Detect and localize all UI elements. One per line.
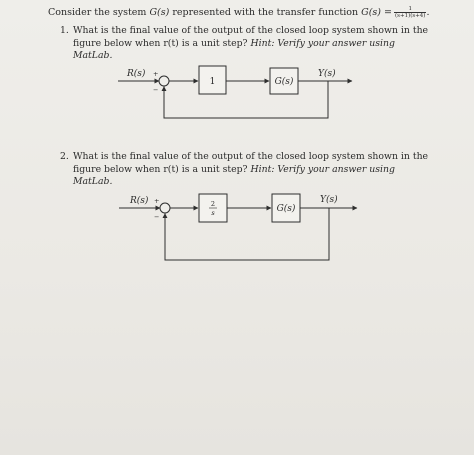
tf-denominator: (s+1)(s+4) <box>395 13 426 19</box>
question-1-hint: Hint: Verify your answer using MatLab. <box>73 37 395 61</box>
diagram-2-feedback-path <box>165 208 329 260</box>
question-2-hint: Hint: Verify your answer using MatLab. <box>73 163 395 187</box>
diagram-2-controller-numerator: 2 <box>210 200 216 208</box>
diagram-1-minus-sign: − <box>153 86 159 94</box>
block-diagram-2 <box>119 194 357 260</box>
block-diagram-1 <box>118 66 352 118</box>
diagram-2-controller-denominator: s <box>211 209 215 217</box>
diagram-2-plus-sign: + <box>154 197 160 205</box>
diagram-2-minus-sign: − <box>154 213 160 221</box>
tf-numerator: 1 <box>394 6 426 13</box>
diagram-1-input-label: R(s) <box>127 69 146 79</box>
diagram-1-output-label: Y(s) <box>318 69 336 79</box>
diagram-2-plant-label: G(s) <box>276 204 296 214</box>
intro-middle: represented with the transfer function <box>169 7 362 18</box>
diagram-2-input-label: R(s) <box>130 196 149 206</box>
diagram-1-controller-label: 1 <box>209 77 216 87</box>
intro-tf-lhs: G(s) = <box>361 7 392 18</box>
question-2-text: What is the final value of the output of the closed loop system shown in the figure below when r(t) is a unit step? <box>73 151 429 175</box>
question-1-text: What is the final value of the output of the closed loop system shown in the figure below when r(t) is a unit step? <box>73 25 429 49</box>
intro-suffix: . <box>426 7 430 18</box>
diagram-2-output-label: Y(s) <box>320 195 338 205</box>
diagram-1-summing-junction <box>159 76 169 86</box>
question-1-number: 1. <box>60 25 69 36</box>
diagram-1-plus-sign: + <box>153 70 159 78</box>
question-2-number: 2. <box>60 151 69 162</box>
intro-system-symbol: G(s) <box>149 7 170 18</box>
diagram-1-feedback-path <box>164 81 328 118</box>
diagram-2-summing-junction <box>160 203 170 213</box>
diagram-1-plant-label: G(s) <box>274 77 294 87</box>
intro-prefix: Consider the system <box>48 7 150 18</box>
